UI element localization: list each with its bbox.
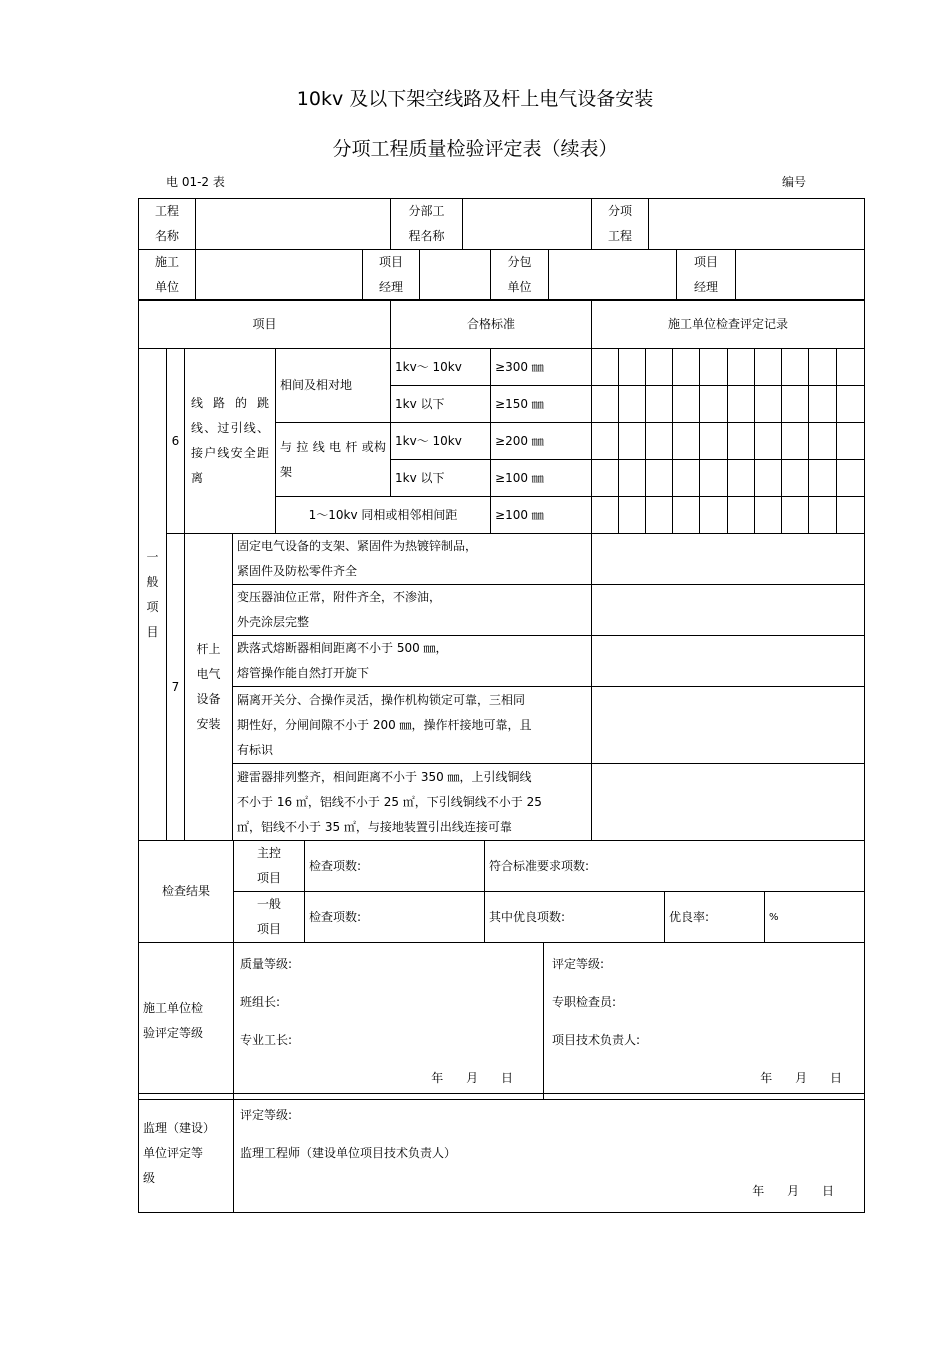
project-name-label: 工程 名称: [139, 199, 196, 250]
subcontract-unit-field[interactable]: [549, 250, 677, 301]
item6-voltage: 1kv～ 10kv: [391, 423, 491, 460]
construction-eval-table: [138, 942, 865, 1100]
foreman-label: 专业工长:: [240, 1033, 293, 1047]
item7-record[interactable]: [592, 585, 865, 636]
item6-voltage: 1kv～ 10kv: [391, 349, 491, 386]
item6-last-row-value: ≥100 ㎜: [491, 497, 592, 534]
header-table-row1: [138, 198, 865, 250]
record-cell[interactable]: [755, 386, 782, 423]
inspector-label: 专职检查员:: [552, 995, 617, 1009]
item6-sub-b: 与 拉 线 电 杆 或构架: [276, 423, 391, 497]
quality-grade-label: 质量等级:: [240, 957, 293, 971]
record-cell[interactable]: [592, 460, 619, 497]
record-cell[interactable]: [782, 423, 809, 460]
record-cell[interactable]: [809, 386, 837, 423]
record-cell[interactable]: [809, 497, 837, 534]
record-cell[interactable]: [673, 460, 700, 497]
form-code: 电 01-2 表: [166, 175, 225, 189]
main-items-label: 主控 项目: [234, 841, 305, 892]
record-cell[interactable]: [728, 497, 755, 534]
record-cell[interactable]: [619, 423, 646, 460]
record-cell[interactable]: [728, 460, 755, 497]
record-cell[interactable]: [782, 386, 809, 423]
record-cell[interactable]: [592, 349, 619, 386]
item7-name: 杆上 电气 设备 安装: [185, 534, 233, 841]
record-cell[interactable]: [782, 497, 809, 534]
record-cell[interactable]: [646, 423, 673, 460]
record-cell[interactable]: [592, 423, 619, 460]
tech-lead-label: 项目技术负责人:: [552, 1033, 641, 1047]
record-cell[interactable]: [728, 349, 755, 386]
record-cell[interactable]: [837, 386, 865, 423]
check-results-label: 检查结果: [139, 841, 234, 943]
record-cell[interactable]: [673, 386, 700, 423]
general-items-table: [138, 348, 865, 841]
record-cell[interactable]: [673, 349, 700, 386]
record-cell[interactable]: [837, 497, 865, 534]
record-cell[interactable]: [809, 423, 837, 460]
date-right: 年 月 日: [760, 1071, 842, 1085]
item7-standard: 避雷器排列整齐，相间距离不小于 350 ㎜，上引线铜线 不小于 16 ㎡，铝线不小于 25 ㎡，下引线铜线不小于 25 ㎡，铝线不小于 35 ㎡，与接地装置引出线连接可靠: [233, 764, 592, 841]
team-leader-label: 班组长:: [240, 995, 281, 1009]
item6-name: 线 路 的 跳线、过引线、接户线安全距离: [185, 349, 276, 534]
item6-value: ≥200 ㎜: [491, 423, 592, 460]
construction-unit-label: 施工 单位: [139, 250, 196, 301]
item7-standard: 固定电气设备的支架、紧固件为热镀锌制品， 紧固件及防松零件齐全: [233, 534, 592, 585]
item6-number: 6: [167, 349, 185, 534]
item7-record[interactable]: [592, 687, 865, 764]
record-cell[interactable]: [700, 460, 728, 497]
record-cell[interactable]: [755, 423, 782, 460]
record-cell[interactable]: [809, 460, 837, 497]
column-item: 项目: [139, 300, 391, 349]
item-project-field[interactable]: [649, 199, 865, 250]
record-cell[interactable]: [646, 460, 673, 497]
item6-voltage: 1kv 以下: [391, 460, 491, 497]
column-standard: 合格标准: [391, 300, 592, 349]
record-cell[interactable]: [592, 497, 619, 534]
percent-sign: %: [765, 892, 865, 943]
main-count-label: 检查项数:: [305, 841, 485, 892]
record-cell[interactable]: [619, 349, 646, 386]
record-cell[interactable]: [700, 349, 728, 386]
general-items-check-label: 一般 项目: [234, 892, 305, 943]
header-table-row2: [138, 249, 865, 301]
title-line-2: 分项工程质量检验评定表（续表）: [332, 138, 618, 160]
general-items-label: 一 般 项 目: [139, 349, 167, 841]
item7-standard: 跌落式熔断器相间距离不小于 500 ㎜， 熔管操作能自然打开旋下: [233, 636, 592, 687]
item6-sub-a: 相间及相对地: [276, 349, 391, 423]
item6-value: ≥300 ㎜: [491, 349, 592, 386]
record-cell[interactable]: [619, 497, 646, 534]
sub-project-label: 分部工 程名称: [391, 199, 463, 250]
item6-voltage: 1kv 以下: [391, 386, 491, 423]
record-cell[interactable]: [700, 497, 728, 534]
project-manager2-label: 项目 经理: [677, 250, 736, 301]
record-cell[interactable]: [837, 349, 865, 386]
record-cell[interactable]: [619, 460, 646, 497]
supervision-engineer: 监理工程师（建设单位项目技术负责人）: [240, 1146, 457, 1160]
record-cell[interactable]: [782, 349, 809, 386]
date-left: 年 月 日: [431, 1071, 513, 1085]
column-record: 施工单位检查评定记录: [592, 300, 865, 349]
record-cell[interactable]: [700, 386, 728, 423]
subcontract-unit-label: 分包 单位: [491, 250, 549, 301]
record-cell[interactable]: [673, 423, 700, 460]
record-cell[interactable]: [782, 460, 809, 497]
item6-value: ≥150 ㎜: [491, 386, 592, 423]
record-cell[interactable]: [619, 386, 646, 423]
sub-project-field[interactable]: [463, 199, 592, 250]
record-cell[interactable]: [646, 386, 673, 423]
project-manager-field[interactable]: [420, 250, 491, 301]
item6-value: ≥100 ㎜: [491, 460, 592, 497]
record-cell[interactable]: [673, 497, 700, 534]
general-count-label: 检查项数:: [305, 892, 485, 943]
item7-standard: 隔离开关分、合操作灵活，操作机构锁定可靠，三相同 期性好，分闸间隙不小于 200 ㎜，操作杆接地可靠，且 有标识: [233, 687, 592, 764]
record-cell[interactable]: [837, 460, 865, 497]
project-manager2-field[interactable]: [736, 250, 865, 301]
item7-record[interactable]: [592, 534, 865, 585]
record-cell[interactable]: [728, 386, 755, 423]
construction-eval-label: 施工单位检 验评定等级: [139, 943, 234, 1100]
record-cell[interactable]: [755, 349, 782, 386]
item7-record[interactable]: [592, 764, 865, 841]
record-cell[interactable]: [700, 423, 728, 460]
project-manager-label: 项目 经理: [363, 250, 420, 301]
record-cell[interactable]: [646, 497, 673, 534]
item7-record[interactable]: [592, 636, 865, 687]
item7-standard: 变压器油位正常，附件齐全，不渗油， 外壳涂层完整: [233, 585, 592, 636]
supervision-table: [138, 1093, 865, 1213]
record-cell[interactable]: [755, 460, 782, 497]
record-cell[interactable]: [646, 349, 673, 386]
record-cell[interactable]: [837, 423, 865, 460]
record-cell[interactable]: [728, 423, 755, 460]
item-project-label: 分项 工程: [592, 199, 649, 250]
record-cell[interactable]: [809, 349, 837, 386]
check-results-table: [138, 840, 865, 943]
item7-number: 7: [167, 534, 185, 841]
record-cell[interactable]: [592, 386, 619, 423]
serial-label: 编号: [782, 175, 807, 189]
project-name-field[interactable]: [196, 199, 391, 250]
supervision-eval-grade: 评定等级:: [240, 1108, 293, 1122]
construction-unit-field[interactable]: [196, 250, 363, 301]
eval-grade-label: 评定等级:: [552, 957, 605, 971]
record-cell[interactable]: [755, 497, 782, 534]
general-good-label: 其中优良项数:: [485, 892, 665, 943]
supervision-date: 年 月 日: [752, 1184, 834, 1198]
item6-last-row-label: 1～10kv 同相或相邻相间距: [276, 497, 491, 534]
column-header-table: [138, 299, 865, 349]
title-line-1: 10kv 及以下架空线路及杆上电气设备安装: [296, 88, 654, 110]
main-conform-label: 符合标准要求项数:: [485, 841, 865, 892]
general-rate-label: 优良率:: [665, 892, 765, 943]
supervision-label: 监理（建设） 单位评定等 级: [139, 1094, 234, 1213]
